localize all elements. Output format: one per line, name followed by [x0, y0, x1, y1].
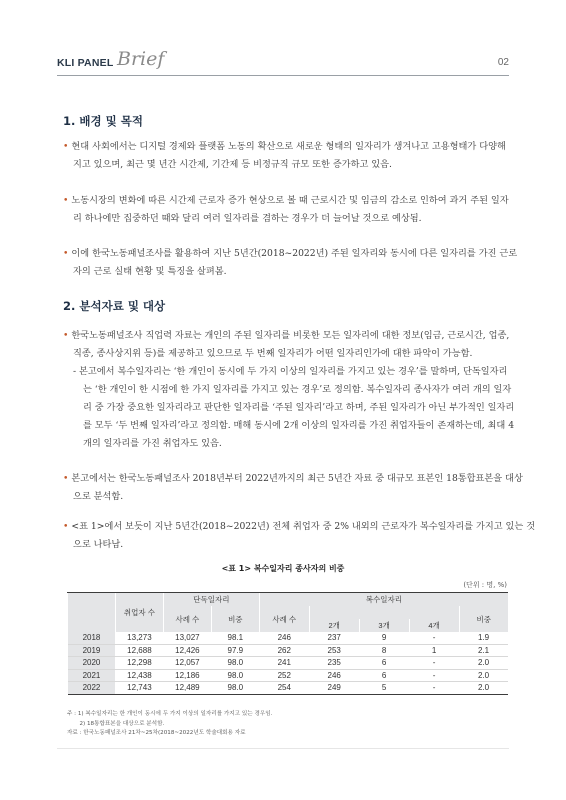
bullet-icon: • — [63, 195, 69, 206]
table-header-ratio: 비중 — [459, 606, 508, 632]
table-row — [68, 669, 509, 682]
table-row — [68, 644, 509, 657]
table-cell: - — [409, 632, 459, 644]
table-cell: 252 — [259, 669, 309, 682]
table-cell: 98.0 — [211, 657, 259, 670]
paragraph-line: 본고에서는 한국노동패널조사 2018년부터 2022년까지의 최근 5년간 자료 중 대규모 표본인 18통합표본을 대상 — [71, 473, 523, 484]
table-cell: 9 — [359, 632, 409, 644]
paragraph-line: 리 중 가장 중요한 일자리라고 판단한 일자리를 ‘주된 일자리’라고 하며, 주된 일자리가 아닌 부가적인 일자리 — [83, 402, 515, 413]
table-header-multi: 복수일자리 — [259, 593, 508, 607]
paragraph-4 — [63, 327, 509, 363]
paragraph-line: - 본고에서 복수일자리는 ‘한 개인이 동시에 두 가지 이상의 일자리를 가지고 있는 경우’를 말하며, 단독일자리 — [73, 366, 508, 377]
table-cell: 98.1 — [211, 632, 259, 644]
table-cell: 12,186 — [163, 669, 211, 682]
table-cell: - — [409, 657, 459, 670]
brand-logo-script: Brief — [117, 48, 165, 70]
table-cell: 241 — [259, 657, 309, 670]
table-cell: 262 — [259, 644, 309, 657]
table-header-4jobs: 4개 — [409, 619, 459, 632]
table-cell: 97.9 — [211, 644, 259, 657]
table-cell: 235 — [309, 657, 359, 670]
bullet-icon: • — [63, 248, 69, 259]
year-cell: 2021 — [68, 669, 116, 682]
page-header — [57, 50, 509, 72]
table-cell: 5 — [359, 682, 409, 695]
table-note: 주 : 1) 복수일자리는 한 개인이 동시에 두 가지 이상의 일자리를 가지고 있는 경우임. — [67, 711, 273, 717]
table-header-employed: 취업자 수 — [115, 593, 163, 633]
bullet-icon: • — [63, 473, 69, 484]
year-cell: 2020 — [68, 657, 116, 670]
table-header-ratio: 비중 — [211, 606, 259, 632]
table-cell: 6 — [359, 657, 409, 670]
year-header-cell — [68, 593, 116, 633]
paragraph-line: 으로 분석함. — [73, 491, 124, 502]
paragraph-line: 를 모두 ‘두 번째 일자리’라고 정의함. 매해 동시에 2개 이상의 일자리를 가진 취업자들이 존재하는데, 최대 4 — [83, 420, 515, 431]
table-cell: 12,743 — [115, 682, 163, 695]
paragraph-line: 리 하나에만 집중하던 때와 달리 여러 일자리를 겸하는 경우가 더 늘어날 것으로 예상됨. — [73, 213, 422, 224]
table-cell: 2.0 — [459, 682, 508, 695]
paragraph-line: 직종, 종사상지위 등)를 제공하고 있으므로 두 번째 일자리가 어떤 일자리인가에 대한 파악이 가능함. — [73, 348, 473, 359]
paragraph-line: 노동시장의 변화에 따른 시간제 근로자 증가 현상으로 볼 때 근로시간 및 임금의 감소로 인하여 과거 주된 일자 — [71, 195, 509, 206]
table-cell: 1.9 — [459, 632, 508, 644]
table-header-single: 단독일자리 — [163, 593, 259, 607]
year-cell: 2019 — [68, 644, 116, 657]
table-cell: 12,489 — [163, 682, 211, 695]
table-cell: 98.0 — [211, 682, 259, 695]
paragraph-line: 으로 나타남. — [73, 539, 124, 550]
table-cell: 12,057 — [163, 657, 211, 670]
bullet-icon: • — [63, 521, 69, 532]
table-header-2jobs: 2개 — [309, 619, 359, 632]
table-header-cases: 사례 수 — [259, 606, 309, 632]
section-1-title: 1. 배경 및 목적 — [63, 114, 143, 128]
table-cell: 12,688 — [115, 644, 163, 657]
sub-paragraph — [73, 363, 515, 453]
table-cell: - — [409, 669, 459, 682]
paragraph-3 — [63, 245, 518, 281]
page-number: 02 — [497, 57, 509, 68]
table-cell: 246 — [259, 632, 309, 644]
table-unit: (단위 : 명, %) — [463, 581, 507, 589]
multiple-jobs-table — [67, 592, 508, 695]
table-cell: 246 — [309, 669, 359, 682]
table-row — [68, 657, 509, 670]
table-cell: 2.0 — [459, 657, 508, 670]
table-cell: 98.0 — [211, 669, 259, 682]
table-cell: 1 — [409, 644, 459, 657]
table-cell: 249 — [309, 682, 359, 695]
table-cell: 13,027 — [163, 632, 211, 644]
table-cell: - — [409, 682, 459, 695]
paragraph-1 — [63, 138, 509, 174]
brand-logo-text: KLI PANEL — [57, 57, 114, 69]
table-cell: 253 — [309, 644, 359, 657]
year-cell: 2018 — [68, 632, 116, 644]
table-cell: 12,426 — [163, 644, 211, 657]
paragraph-line: 이에 한국노동패널조사를 활용하여 지난 5년간(2018~2022년) 주된 일자리와 동시에 다른 일자리를 가진 근로 — [71, 248, 518, 259]
table-cell: 8 — [359, 644, 409, 657]
table-title: <표 1> 복수일자리 종사자의 비중 — [221, 564, 345, 573]
table-row — [68, 682, 509, 695]
paragraph-line: 현대 사회에서는 디지털 경제와 플랫폼 노동의 확산으로 새로운 형태의 일자리가 생겨나고 고용형태가 다양해 — [71, 141, 506, 152]
year-cell: 2022 — [68, 682, 116, 695]
paragraph-line: 지고 있으며, 최근 몇 년간 시간제, 기간제 등 비정규직 규모 또한 증가하고 있음. — [73, 159, 392, 170]
paragraph-line: 는 ‘한 개인이 한 시점에 한 가지 일자리를 가지고 있는 경우’로 정의함. 복수일자리 종사자가 여러 개의 일자 — [83, 384, 512, 395]
table-cell: 12,438 — [115, 669, 163, 682]
paragraph-6 — [63, 518, 536, 554]
table-cell: 12,298 — [115, 657, 163, 670]
bullet-icon: • — [63, 330, 69, 341]
table-note: 2) 18통합표본을 대상으로 분석함. — [67, 720, 165, 727]
table-cell: 13,273 — [115, 632, 163, 644]
paragraph-line: 자의 근로 실태 현황 및 특징을 살펴봄. — [73, 266, 227, 277]
table-row — [68, 632, 509, 644]
section-2-title: 2. 분석자료 및 대상 — [63, 299, 166, 313]
paragraph-line: 한국노동패널조사 직업력 자료는 개인의 주된 일자리를 비롯한 모든 일자리에 대한 정보(임금, 근로시간, 업종, — [71, 330, 510, 341]
table-cell: 237 — [309, 632, 359, 644]
table-source: 자료 : 한국노동패널조사 21차~25차(2018~2022년도 학술대회용 자료 — [67, 730, 246, 736]
table-header-3jobs: 3개 — [359, 619, 409, 632]
paragraph-5 — [63, 470, 523, 506]
table-cell: 254 — [259, 682, 309, 695]
footer-divider — [57, 748, 509, 749]
table-header-cases: 사례 수 — [163, 606, 211, 632]
paragraph-line: 개의 일자리를 가진 취업자도 있음. — [83, 438, 222, 449]
table-header-blank — [309, 606, 459, 619]
table-cell: 6 — [359, 669, 409, 682]
header-divider — [57, 75, 509, 76]
table-notes — [67, 710, 272, 739]
bullet-icon: • — [63, 141, 69, 152]
paragraph-line: <표 1>에서 보듯이 지난 5년간(2018~2022년) 전체 취업자 중 2% 내외의 근로자가 복수일자리를 가지고 있는 것 — [71, 521, 536, 532]
table-cell: 2.1 — [459, 644, 508, 657]
paragraph-2 — [63, 192, 509, 228]
table-cell: 2.0 — [459, 669, 508, 682]
